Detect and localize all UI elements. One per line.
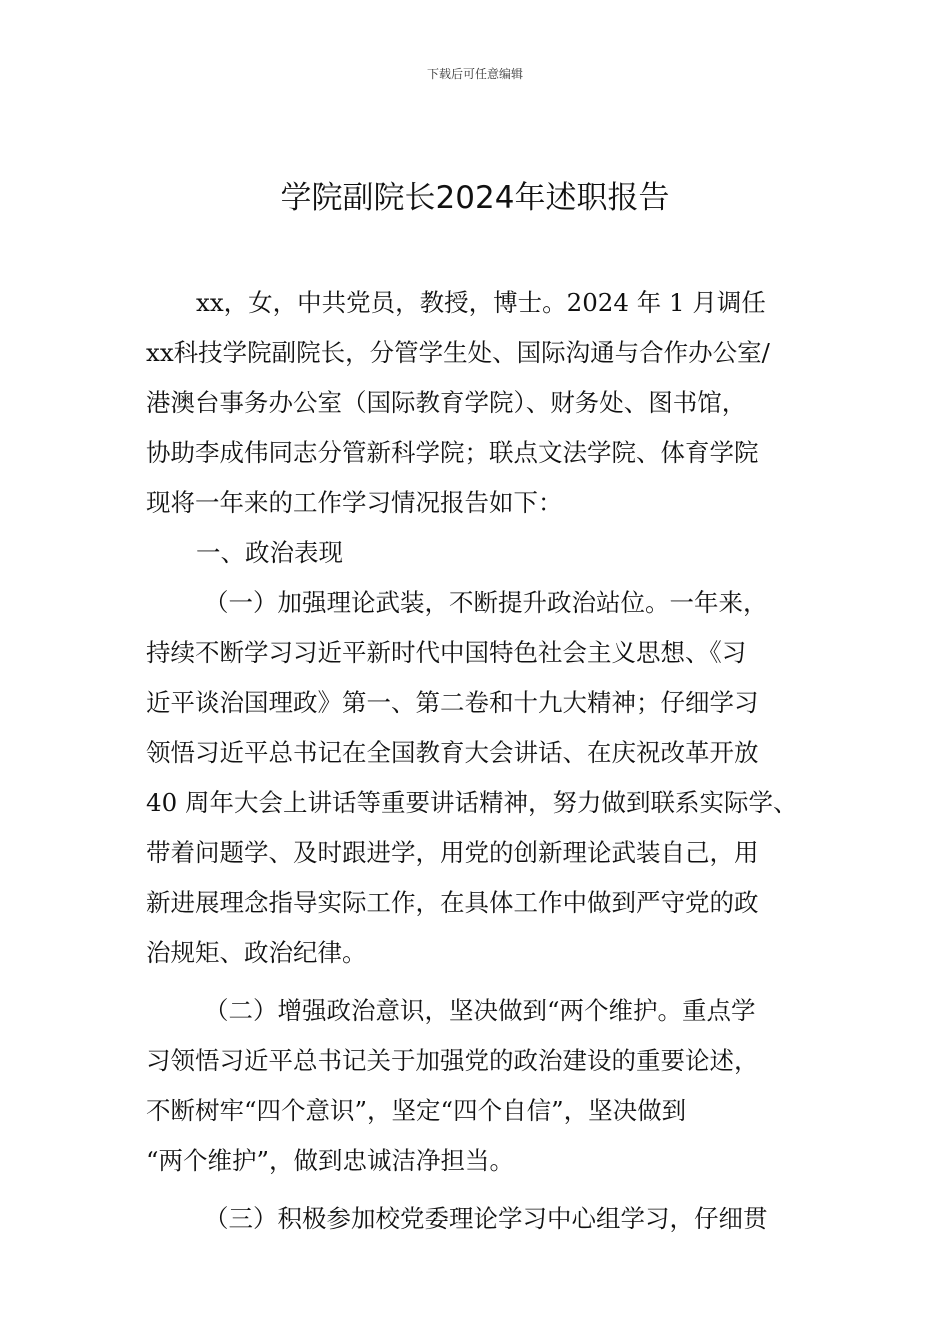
paragraph-line: 新进展理念指导实际工作，在具体工作中做到严守党的政	[146, 888, 759, 917]
section-heading: 一、政治表现	[196, 538, 343, 567]
paragraph-line: 治规矩、政治纪律。	[146, 938, 367, 967]
paragraph-gap	[146, 1186, 826, 1194]
paragraph-line: 持续不断学习习近平新时代中国特色社会主义思想、《习	[146, 638, 747, 667]
paragraph-line: 40 周年大会上讲话等重要讲话精神，努力做到联系实际学、	[146, 788, 798, 817]
paragraph-line: （二）增强政治意识，坚决做到“两个维护。重点学	[204, 996, 756, 1025]
header-note: 下载后可任意编辑	[426, 67, 523, 81]
paragraph-line: 协助李成伟同志分管新科学院；联点文法学院、体育学院	[146, 438, 759, 467]
paragraph-line: 现将一年来的工作学习情况报告如下：	[146, 488, 563, 517]
paragraph-line: 带着问题学、及时跟进学，用党的创新理论武装自己，用	[146, 838, 759, 867]
paragraph-line: xx科技学院副院长，分管学生处、国际沟通与合作办公室/	[146, 338, 770, 367]
paragraph-line: 习领悟习近平总书记关于加强党的政治建设的重要论述，	[146, 1046, 759, 1075]
paragraph-line: xx，女，中共党员，教授，博士。2024 年 1 月调任	[196, 288, 766, 317]
paragraph-line: 领悟习近平总书记在全国教育大会讲话、在庆祝改革开放	[146, 738, 759, 767]
paragraph-line: （三）积极参加校党委理论学习中心组学习，仔细贯	[204, 1204, 768, 1233]
paragraph-line: （一）加强理论武装，不断提升政治站位。一年来，	[204, 588, 768, 617]
paragraph-gap	[146, 978, 826, 986]
paragraph-line: “两个维护”，做到忠诚洁净担当。	[146, 1146, 515, 1175]
paragraph-line: 近平谈治国理政》第一、第二卷和十九大精神；仔细学习	[146, 688, 759, 717]
paragraph-line: 港澳台事务办公室（国际教育学院）、财务处、图书馆，	[146, 388, 747, 417]
paragraph-line: 不断树牢“四个意识”，坚定“四个自信”，坚决做到	[146, 1096, 687, 1125]
document-title: 学院副院长2024年述职报告	[280, 180, 670, 216]
document-body	[146, 278, 826, 1244]
